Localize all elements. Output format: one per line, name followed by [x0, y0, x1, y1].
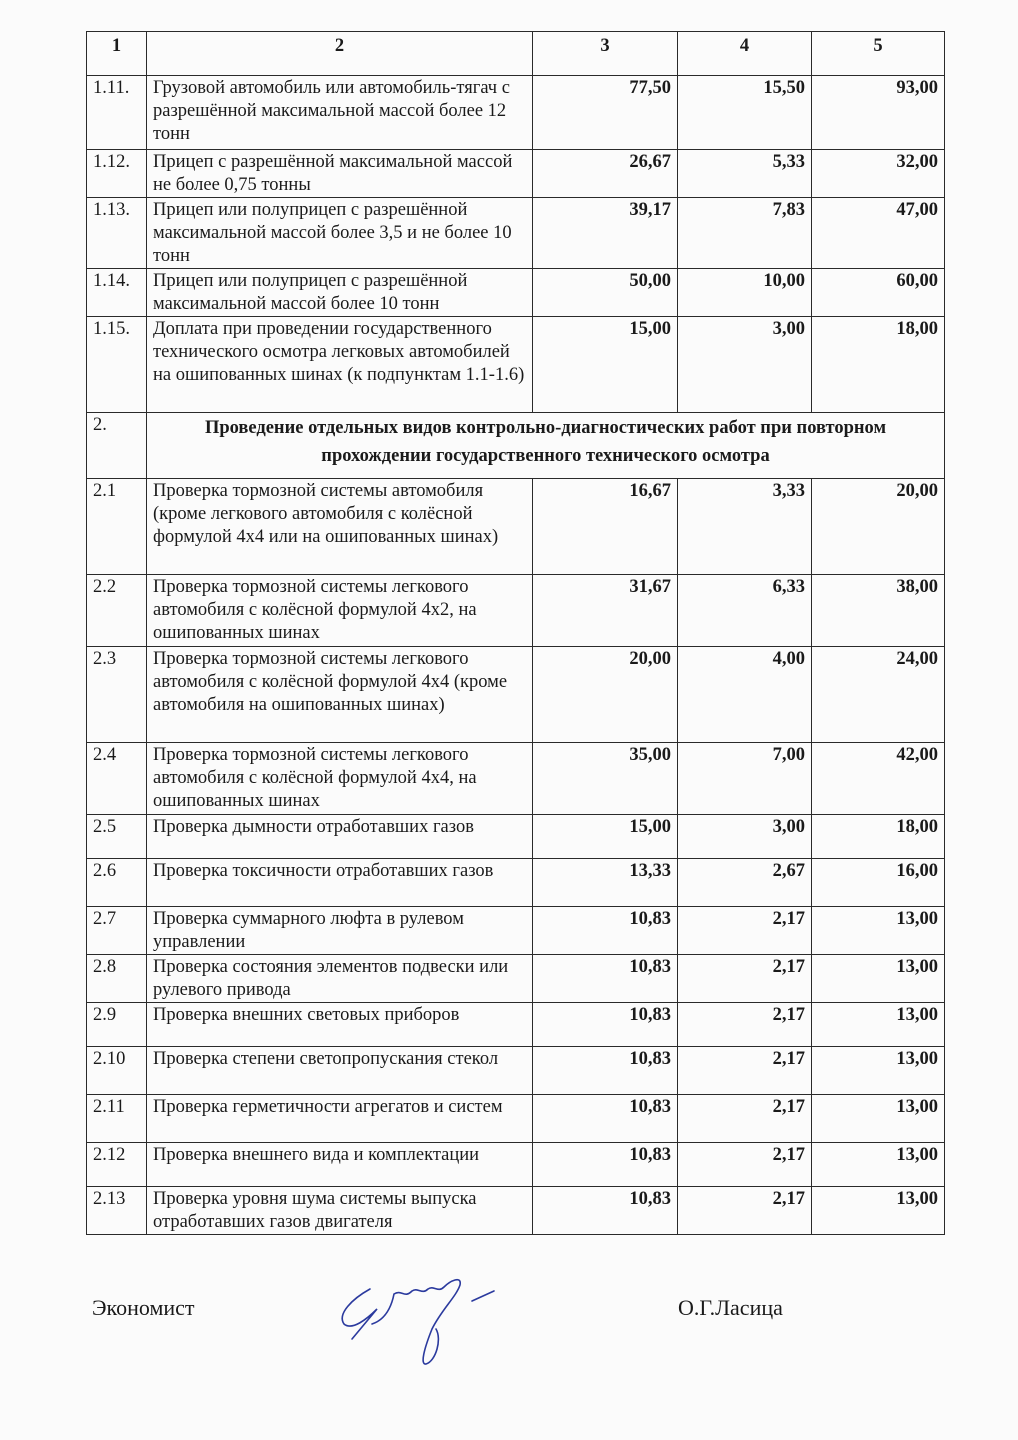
row-col4-value: 2,17: [678, 1047, 812, 1095]
row-code: 2.4: [87, 743, 147, 815]
row-col5-value: 18,00: [812, 317, 945, 413]
row-code: 1.15.: [87, 317, 147, 413]
row-col3-value: 10,83: [533, 907, 678, 955]
row-col3-value: 77,50: [533, 76, 678, 150]
row-col4-value: 6,33: [678, 575, 812, 647]
row-description: Проверка тормозной системы легкового автомобиля с колёсной формулой 4х4 (кроме автомобиля на ошипованных шинах): [147, 647, 533, 743]
row-description: Проверка тормозной системы автомобиля (кроме легкового автомобиля с колёсной формулой 4х4 или на ошипованных шинах): [147, 479, 533, 575]
row-col5-value: 13,00: [812, 1047, 945, 1095]
row-col3-value: 10,83: [533, 1095, 678, 1143]
row-col4-value: 4,00: [678, 647, 812, 743]
row-col3-value: 31,67: [533, 575, 678, 647]
row-col5-value: 13,00: [812, 955, 945, 1003]
row-description: Проверка степени светопропускания стекол: [147, 1047, 533, 1095]
row-description: Проверка тормозной системы легкового автомобиля с колёсной формулой 4х4, на ошипованных шинах: [147, 743, 533, 815]
row-description: Прицеп с разрешённой максимальной массой не более 0,75 тонны: [147, 150, 533, 198]
row-col3-value: 13,33: [533, 859, 678, 907]
table-row: [87, 76, 945, 150]
row-code: 2.3: [87, 647, 147, 743]
row-col3-value: 10,83: [533, 1003, 678, 1047]
table-row: [87, 647, 945, 743]
row-col4-value: 3,00: [678, 815, 812, 859]
row-description: Проверка герметичности агрегатов и систем: [147, 1095, 533, 1143]
section-body: [87, 413, 945, 479]
row-col3-value: 16,67: [533, 479, 678, 575]
row-code: 2.10: [87, 1047, 147, 1095]
table-body-part1: [87, 76, 945, 413]
row-col4-value: 2,17: [678, 1187, 812, 1235]
row-col5-value: 24,00: [812, 647, 945, 743]
row-col5-value: 13,00: [812, 1003, 945, 1047]
row-code: 2.6: [87, 859, 147, 907]
table-row: [87, 150, 945, 198]
row-col3-value: 20,00: [533, 647, 678, 743]
row-col3-value: 10,83: [533, 1047, 678, 1095]
row-code: 2.2: [87, 575, 147, 647]
table-row: [87, 1047, 945, 1095]
row-col4-value: 2,17: [678, 955, 812, 1003]
row-description: Проверка дымности отработавших газов: [147, 815, 533, 859]
row-code: 2.1: [87, 479, 147, 575]
row-col5-value: 42,00: [812, 743, 945, 815]
row-col3-value: 15,00: [533, 815, 678, 859]
row-col5-value: 20,00: [812, 479, 945, 575]
row-col3-value: 15,00: [533, 317, 678, 413]
header-col-3: 3: [533, 32, 678, 76]
row-description: Прицеп или полуприцеп с разрешённой максимальной массой более 3,5 и не более 10 тонн: [147, 198, 533, 269]
header-col-4: 4: [678, 32, 812, 76]
table-row: [87, 269, 945, 317]
row-col5-value: 13,00: [812, 907, 945, 955]
table-row: [87, 815, 945, 859]
table-row: [87, 955, 945, 1003]
row-col4-value: 2,17: [678, 1095, 812, 1143]
row-description: Прицеп или полуприцеп с разрешённой максимальной массой более 10 тонн: [147, 269, 533, 317]
table-row: [87, 479, 945, 575]
handwritten-signature-icon: [332, 1269, 532, 1369]
row-code: 2.7: [87, 907, 147, 955]
row-description: Проверка токсичности отработавших газов: [147, 859, 533, 907]
table-row: [87, 859, 945, 907]
row-col3-value: 10,83: [533, 1143, 678, 1187]
signatory-name: О.Г.Ласица: [678, 1295, 783, 1320]
row-col4-value: 3,00: [678, 317, 812, 413]
signatory-role: Экономист: [92, 1295, 195, 1320]
header-col-1: 1: [87, 32, 147, 76]
row-col3-value: 10,83: [533, 1187, 678, 1235]
row-description: Проверка внешних световых приборов: [147, 1003, 533, 1047]
price-table: [86, 31, 945, 1235]
row-code: 2.9: [87, 1003, 147, 1047]
row-col5-value: 38,00: [812, 575, 945, 647]
row-col4-value: 5,33: [678, 150, 812, 198]
table-row: [87, 1143, 945, 1187]
row-code: 2.13: [87, 1187, 147, 1235]
row-description: Грузовой автомобиль или автомобиль-тягач с разрешённой максимальной массой более 12 тонн: [147, 76, 533, 150]
table-row: [87, 575, 945, 647]
table-row: [87, 317, 945, 413]
row-col4-value: 2,67: [678, 859, 812, 907]
table-row: [87, 743, 945, 815]
row-code: 2.12: [87, 1143, 147, 1187]
row-col4-value: 3,33: [678, 479, 812, 575]
table-row: [87, 198, 945, 269]
row-col5-value: 16,00: [812, 859, 945, 907]
row-col3-value: 26,67: [533, 150, 678, 198]
header-col-5: 5: [812, 32, 945, 76]
row-col4-value: 7,83: [678, 198, 812, 269]
table-header-row: [87, 32, 945, 76]
row-description: Проверка тормозной системы легкового автомобиля с колёсной формулой 4х2, на ошипованных шинах: [147, 575, 533, 647]
table-body-part2: [87, 479, 945, 1235]
row-col4-value: 10,00: [678, 269, 812, 317]
table-row: [87, 1187, 945, 1235]
row-description: Проверка состояния элементов подвески или рулевого привода: [147, 955, 533, 1003]
row-col4-value: 2,17: [678, 1143, 812, 1187]
row-col5-value: 13,00: [812, 1095, 945, 1143]
row-col3-value: 39,17: [533, 198, 678, 269]
row-col3-value: 50,00: [533, 269, 678, 317]
row-col3-value: 10,83: [533, 955, 678, 1003]
table-row: [87, 907, 945, 955]
row-col5-value: 18,00: [812, 815, 945, 859]
row-code: 1.13.: [87, 198, 147, 269]
section-code: 2.: [87, 413, 147, 479]
row-code: 1.11.: [87, 76, 147, 150]
row-col5-value: 32,00: [812, 150, 945, 198]
row-col5-value: 13,00: [812, 1143, 945, 1187]
row-col3-value: 35,00: [533, 743, 678, 815]
row-col4-value: 15,50: [678, 76, 812, 150]
row-code: 1.14.: [87, 269, 147, 317]
header-col-2: 2: [147, 32, 533, 76]
row-description: Проверка внешнего вида и комплектации: [147, 1143, 533, 1187]
row-description: Проверка суммарного люфта в рулевом управлении: [147, 907, 533, 955]
row-col5-value: 47,00: [812, 198, 945, 269]
row-description: Проверка уровня шума системы выпуска отработавших газов двигателя: [147, 1187, 533, 1235]
row-code: 1.12.: [87, 150, 147, 198]
row-col5-value: 13,00: [812, 1187, 945, 1235]
row-code: 2.5: [87, 815, 147, 859]
row-col4-value: 2,17: [678, 1003, 812, 1047]
table-row: [87, 1003, 945, 1047]
section-title: Проведение отдельных видов контрольно-диагностических работ при повторном прохождении государственного технического осмотра: [147, 413, 945, 479]
row-col4-value: 2,17: [678, 907, 812, 955]
row-col4-value: 7,00: [678, 743, 812, 815]
section-row: [87, 413, 945, 479]
row-col5-value: 93,00: [812, 76, 945, 150]
row-col5-value: 60,00: [812, 269, 945, 317]
row-code: 2.11: [87, 1095, 147, 1143]
row-description: Доплата при проведении государственного технического осмотра легковых автомобилей на ошипованных шинах (к подпунктам 1.1-1.6): [147, 317, 533, 413]
row-code: 2.8: [87, 955, 147, 1003]
table-row: [87, 1095, 945, 1143]
